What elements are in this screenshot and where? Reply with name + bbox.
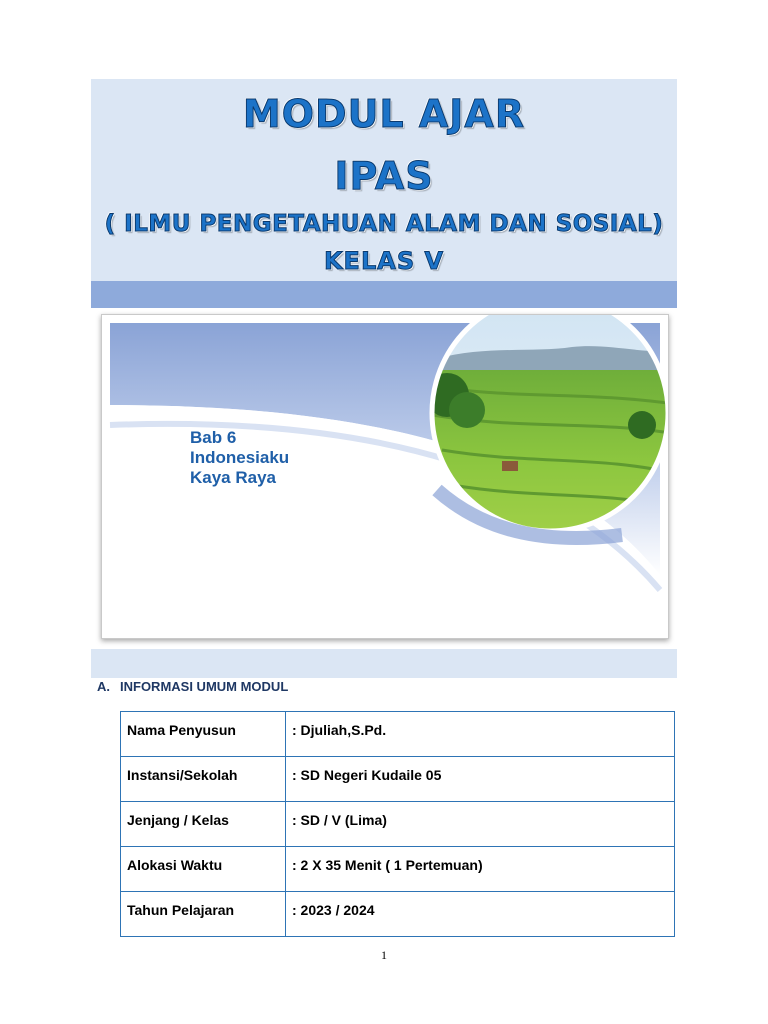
cover-title-line1: Indonesiaku xyxy=(190,448,290,467)
chapter-cover-image xyxy=(101,314,669,639)
cover-title-line2: Kaya Raya xyxy=(190,468,277,487)
row-label: Alokasi Waktu xyxy=(121,847,286,892)
table-row xyxy=(121,757,675,802)
module-info-table xyxy=(120,711,675,937)
section-heading-informasi-umum xyxy=(97,679,288,694)
title-banner xyxy=(91,79,677,281)
row-value: : 2023 / 2024 xyxy=(286,892,675,937)
cover-chapter-label: Bab 6 xyxy=(190,428,237,447)
row-label: Jenjang / Kelas xyxy=(121,802,286,847)
section-letter: A. xyxy=(97,679,110,694)
row-value: : SD / V (Lima) xyxy=(286,802,675,847)
title-subject: IPAS xyxy=(334,154,434,198)
row-value: : 2 X 35 Menit ( 1 Pertemuan) xyxy=(286,847,675,892)
cover-illustration xyxy=(102,315,668,638)
table-row xyxy=(121,847,675,892)
section-divider-band xyxy=(91,649,677,678)
title-grade: KELAS V xyxy=(323,247,445,275)
row-label: Instansi/Sekolah xyxy=(121,757,286,802)
table-row xyxy=(121,712,675,757)
title-subject-full: ( ILMU PENGETAHUAN ALAM DAN SOSIAL) xyxy=(104,211,664,237)
row-value: : Djuliah,S.Pd. xyxy=(286,712,675,757)
row-value: : SD Negeri Kudaile 05 xyxy=(286,757,675,802)
table-row xyxy=(121,802,675,847)
banner-stripe xyxy=(91,281,677,308)
section-title: INFORMASI UMUM MODUL xyxy=(120,679,289,694)
title-modul-ajar: MODUL AJAR xyxy=(242,92,526,136)
table-row xyxy=(121,892,675,937)
row-label: Tahun Pelajaran xyxy=(121,892,286,937)
row-label: Nama Penyusun xyxy=(121,712,286,757)
page-number: 1 xyxy=(381,948,387,962)
